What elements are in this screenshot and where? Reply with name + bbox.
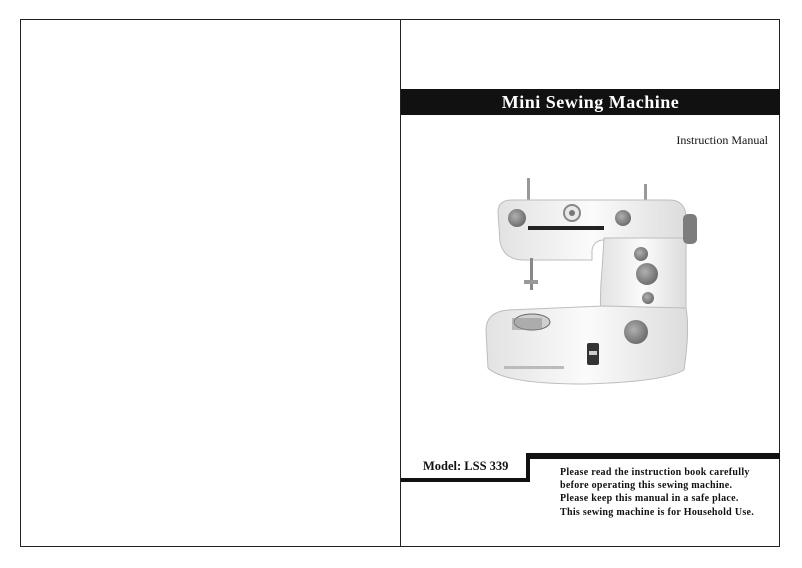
model-label: Model: LSS 339	[423, 459, 509, 473]
cover-title: Mini Sewing Machine	[401, 89, 780, 115]
footer-rule-left	[401, 478, 530, 482]
cover-subtitle: Instruction Manual	[676, 133, 768, 147]
notice-text	[560, 466, 754, 519]
sewing-machine-image	[464, 170, 714, 400]
footer-rule-step	[526, 455, 530, 482]
notice-line: Please keep this manual in a safe place.	[560, 493, 739, 505]
notice-line: Please read the instruction book carefully	[560, 467, 750, 478]
notice-line: This sewing machine is for Household Use.	[560, 506, 755, 518]
notice-line: before operating this sewing machine.	[560, 480, 733, 492]
footer-rule-right	[526, 453, 780, 459]
